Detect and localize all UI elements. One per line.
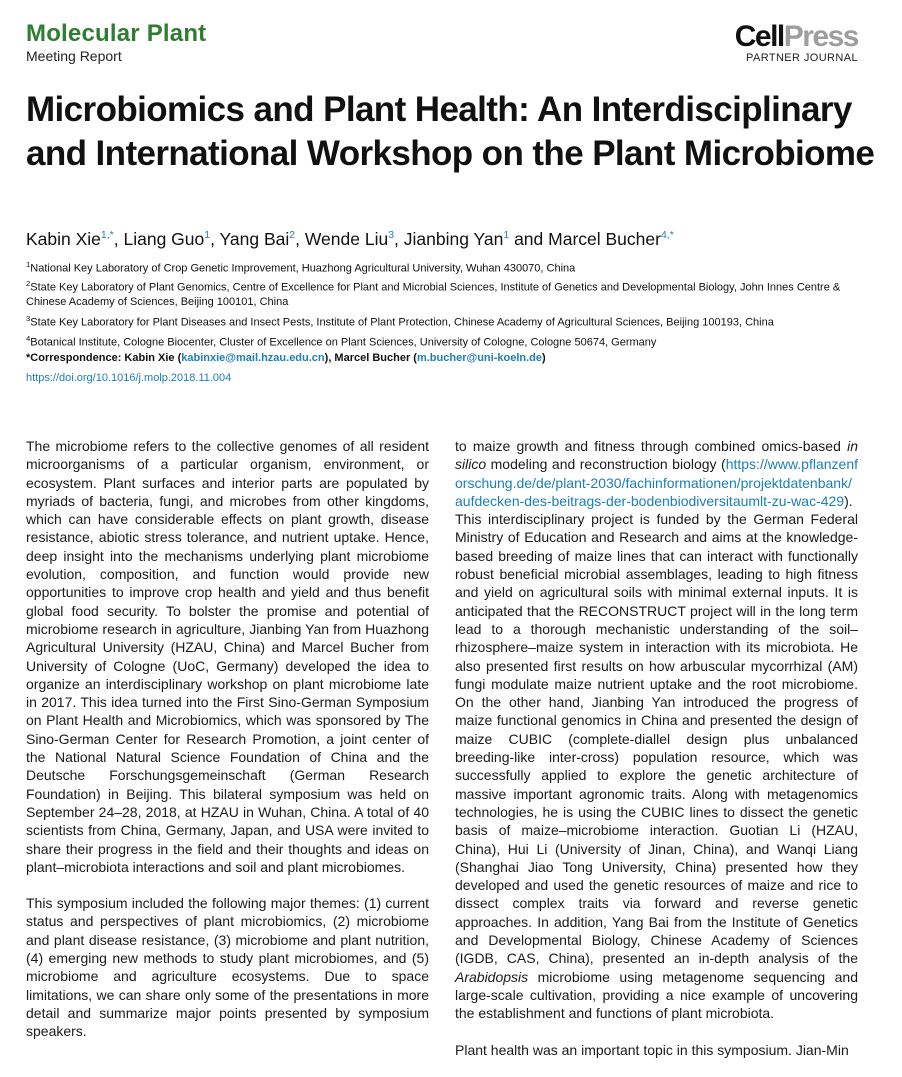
journal-name: Molecular Plant	[26, 20, 207, 47]
cellpress-logo	[735, 22, 858, 64]
email-link[interactable]: m.bucher@uni-koeln.de	[416, 352, 542, 364]
logo-press-text: Press	[783, 20, 858, 53]
author-name: Wende Liu	[304, 229, 389, 249]
affiliation-4: $^4$Botanical Institute, Cologne Biocenter, Cluster of Excellence on Plant Sciences, University of Cologne, Cologne 50674, Germany	[26, 334, 657, 349]
affiliation-3: $^3$State Key Laboratory for Plant Diseases and Insect Pests, Institute of Plant Protection, Chinese Academy of Agricultural Sciences, Beijing 100193, China	[26, 314, 774, 329]
doi-link[interactable]: https://doi.org/10.1016/j.molp.2018.11.004	[26, 372, 232, 384]
article-type: Meeting Report	[26, 48, 122, 64]
logo-cell-text: Cell	[734, 20, 784, 53]
author-name: Liang Guo	[123, 229, 205, 249]
author-name: Kabin Xie	[26, 229, 101, 249]
author-affiliation-mark[interactable]: 2	[289, 229, 296, 242]
author-affiliation-mark[interactable]: 1,*	[100, 229, 114, 242]
author-list: Kabin Xie$^{1,*}$, Liang Guo$^1$, Yang Bai$^2$, Wende Liu$^3$, Jianbing Yan$^1$ and Marcel Bucher$^{4,*}$	[26, 229, 674, 249]
author-name: Marcel Bucher	[548, 229, 661, 249]
affiliation-2: $^2$State Key Laboratory of Plant Genomics, Centre of Excellence for Plant and Microbial Sciences, Institute of Genetics and Developmental Biology, John Innes Centre & Chinese Academy of Sciences, Beijing 100101, China	[26, 279, 841, 308]
logo-subtitle: PARTNER JOURNAL	[746, 52, 858, 64]
body-column-right	[455, 437, 858, 1077]
email-link[interactable]: kabinxie@mail.hzau.edu.cn	[181, 352, 325, 364]
paragraph: to maize growth and fitness through combined omics-based in silico modeling and reconstruction biology (https://www.pflanzenforschung.de/de/plant-2030/fachinformationen/projektdatenbank/aufdecken-des-beitrags-der-bodenbiodiversitaumlt-zu-wac-429). This interdisciplinary project is funded by the German Federal Ministry of Education and Research and aims at the knowledge-based breeding of maize lines that can interact with functionally robust beneficial microbial assemblages, leading to high fitness and yield on agricultural soils with minimal external inputs. It is anticipated that the RECONSTRUCT project will in the long term lead to a thorough mechanistic understanding of the soil–rhizosphere–maize system in interaction with its microbiota. He also presented first results on how arbuscular mycorrhizal (AM) fungi modulate maize nutrient uptake and the root microbiome. On the other hand, Jianbing Yan introduced the progress of maize functional genomics in China and presented the design of maize CUBIC (complete-diallel design plus unbalanced breeding-like inter-cross) population resource, which was successfully applied to explore the genetic architecture of massive important agronomic traits. Along with metagenomics technologies, he is using the CUBIC lines to dissect the genetic basis of maize–microbiome interaction. Guotian Li (HZAU, China), Hui Li (University of Jinan, China), and Wanqi Liang (Shanghai Jiao Tong University, China) presented how they developed and used the genetic resources of maize and rice to dissect complex traits via forward and reverse genetic approaches. In addition, Yang Bai from the Institute of Genetics and Developmental Biology, Chinese Academy of Sciences (IGDB, CAS, China), presented an in-depth analysis of the Arabidopsis microbiome using metagenome sequencing and large-scale cultivation, providing a nice example of uncovering the establishment and functions of plant microbiota.	[455, 438, 858, 1022]
body-column-left	[26, 437, 429, 1059]
correspondence: *Correspondence: Kabin Xie (kabinxie@mail.hzau.edu.cn), Marcel Bucher (m.bucher@uni-koeln.de)	[26, 352, 546, 364]
paragraph: The microbiome refers to the collective genomes of all resident microorganisms of a particular organism, environment, or ecosystem. Plant surfaces and interior parts are populated by myriads of bacteria, fungi, and microbes from other kingdoms, which can have considerable effects on plant growth, disease resistance, abiotic stress tolerance, and nutrient uptake. Hence, deep insight into the mechanisms underlying plant microbiome evolution, composition, and function would provide new opportunities to improve crop health and yield and thus benefit global food security. To bolster the promise and potential of microbiome research in agriculture, Jianbing Yan from Huazhong Agricultural University (HZAU, China) and Marcel Bucher from University of Cologne (UoC, Germany) developed the idea to organize an interdisciplinary workshop on plant microbiome late in 2017. This idea turned into the First Sino-German Symposium on Plant Health and Microbiomics, which was sponsored by The Sino-German Center for Research Promotion, a joint center of the National Natural Science Foundation of China and the Deutsche Forschungsgemeinschaft (German Research Foundation) in Beijing. This bilateral symposium was held on September 24–28, 2018, at HZAU in Wuhan, China. A total of 40 scientists from China, Germany, Japan, and USA were invited to share their progress in the field and their thoughts and ideas on plant–microbiota interactions and soil and plant microbiomes.	[26, 438, 429, 875]
author-affiliation-mark[interactable]: 1	[503, 229, 510, 242]
affiliation-1: $^1$National Key Laboratory of Crop Genetic Improvement, Huazhong Agricultural University, Wuhan 430070, China	[26, 260, 576, 275]
article-title: Microbiomics and Plant Health: An Interdisciplinary and International Workshop on the Plant Microbiome	[26, 90, 875, 173]
project-url-link[interactable]: https://www.pflanzenforschung.de/de/plant-2030/fachinformationen/projektdatenbank/aufdecken-des-beitrags-der-bodenbiodiversitaumlt-zu-wac-429	[455, 456, 858, 509]
author-affiliation-mark[interactable]: 1	[204, 229, 211, 242]
paragraph: Plant health was an important topic in this symposium. Jian-Min	[455, 1041, 849, 1058]
author-name: Yang Bai	[219, 229, 290, 249]
author-affiliation-mark[interactable]: 3	[388, 229, 395, 242]
paragraph: This symposium included the following major themes: (1) current status and perspectives of plant microbiomics, (2) microbiome and plant disease resistance, (3) microbiome and plant nutrition, (4) emerging new methods to study plant microbiomes, and (5) microbiome and agriculture ecosystems. Due to space limitations, we can share only some of the presentations in more detail and summarize major points presented by symposium speakers.	[26, 895, 429, 1040]
author-name: Jianbing Yan	[403, 229, 504, 249]
author-affiliation-mark[interactable]: 4,*	[660, 229, 674, 242]
